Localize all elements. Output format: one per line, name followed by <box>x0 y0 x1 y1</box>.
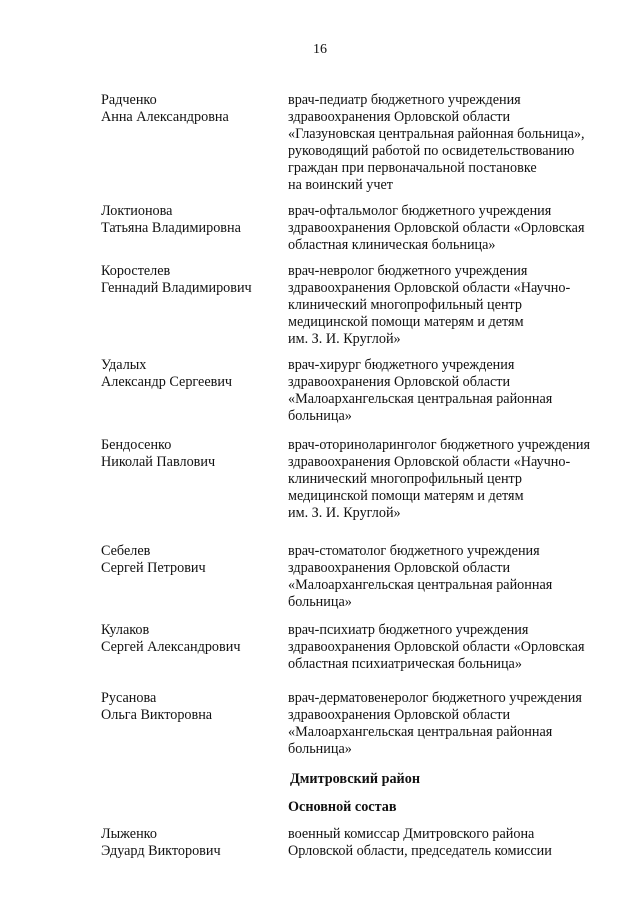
position-line: здравоохранения Орловской области «Орловская <box>288 220 585 236</box>
position-line: военный комиссар Дмитровского района <box>288 826 535 842</box>
member-name <box>101 437 281 471</box>
position-line: здравоохранения Орловской области <box>288 560 511 576</box>
position-line: медицинской помощи матерям и детям <box>288 314 524 330</box>
position-line: клинический многопрофильный центр <box>288 471 523 487</box>
position-line: медицинской помощи матерям и детям <box>288 488 524 504</box>
member-name <box>101 690 281 724</box>
position-line: им. З. И. Круглой» <box>288 505 401 521</box>
position-line: здравоохранения Орловской области «Орловская <box>288 639 585 655</box>
given-names: Николай Павлович <box>101 454 216 470</box>
position-line: здравоохранения Орловской области <box>288 374 511 390</box>
position-line: «Малоархангельская центральная районная <box>288 724 553 740</box>
member-position <box>288 437 628 522</box>
surname: Локтионова <box>101 203 173 219</box>
member-position <box>288 92 628 194</box>
position-line: Орловской области, председатель комиссии <box>288 843 552 859</box>
member-position <box>288 357 628 425</box>
position-line: врач-педиатр бюджетного учреждения <box>288 92 521 108</box>
position-line: клинический многопрофильный центр <box>288 297 523 313</box>
position-line: врач-психиатр бюджетного учреждения <box>288 622 529 638</box>
position-line: врач-невролог бюджетного учреждения <box>288 263 528 279</box>
given-names: Эдуард Викторович <box>101 843 221 859</box>
position-line: больница» <box>288 594 352 610</box>
given-names: Ольга Викторовна <box>101 707 213 723</box>
surname: Себелев <box>101 543 151 559</box>
position-line: врач-дерматовенеролог бюджетного учреждения <box>288 690 582 706</box>
position-line: им. З. И. Круглой» <box>288 331 401 347</box>
position-line: больница» <box>288 408 352 424</box>
position-line: врач-оториноларинголог бюджетного учреждения <box>288 437 591 453</box>
surname: Бендосенко <box>101 437 172 453</box>
surname: Удалых <box>101 357 147 373</box>
position-line: врач-хирург бюджетного учреждения <box>288 357 515 373</box>
position-line: больница» <box>288 741 352 757</box>
member-name <box>101 203 281 237</box>
position-line: здравоохранения Орловской области <box>288 707 511 723</box>
member-position <box>288 543 628 611</box>
member-name <box>101 622 281 656</box>
given-names: Александр Сергеевич <box>101 374 233 390</box>
given-names: Анна Александровна <box>101 109 229 125</box>
page-number: 16 <box>313 42 327 57</box>
position-line: руководящий работой по освидетельствованию <box>288 143 575 159</box>
given-names: Сергей Петрович <box>101 560 206 576</box>
member-position <box>288 826 628 860</box>
position-line: врач-офтальмолог бюджетного учреждения <box>288 203 552 219</box>
composition-heading: Основной состав <box>288 799 397 815</box>
member-position <box>288 690 628 758</box>
surname: Лыженко <box>101 826 157 842</box>
position-line: на воинский учет <box>288 177 393 193</box>
position-line: здравоохранения Орловской области <box>288 109 511 125</box>
district-heading: Дмитровский район <box>290 771 421 787</box>
surname: Радченко <box>101 92 157 108</box>
given-names: Геннадий Владимирович <box>101 280 252 296</box>
surname: Кулаков <box>101 622 150 638</box>
surname: Коростелев <box>101 263 171 279</box>
position-line: граждан при первоначальной постановке <box>288 160 537 176</box>
member-position <box>288 263 628 348</box>
position-line: врач-стоматолог бюджетного учреждения <box>288 543 540 559</box>
given-names: Сергей Александрович <box>101 639 241 655</box>
position-line: «Глазуновская центральная районная больница», <box>288 126 585 142</box>
position-line: «Малоархангельская центральная районная <box>288 391 553 407</box>
position-line: областная психиатрическая больница» <box>288 656 522 672</box>
position-line: «Малоархангельская центральная районная <box>288 577 553 593</box>
position-line: здравоохранения Орловской области «Научно- <box>288 280 571 296</box>
surname: Русанова <box>101 690 157 706</box>
position-line: областная клиническая больница» <box>288 237 496 253</box>
member-name <box>101 92 281 126</box>
member-name <box>101 263 281 297</box>
position-line: здравоохранения Орловской области «Научно- <box>288 454 571 470</box>
member-name <box>101 826 281 860</box>
member-position <box>288 203 628 254</box>
member-name <box>101 543 281 577</box>
member-position <box>288 622 628 673</box>
given-names: Татьяна Владимировна <box>101 220 241 236</box>
member-name <box>101 357 281 391</box>
